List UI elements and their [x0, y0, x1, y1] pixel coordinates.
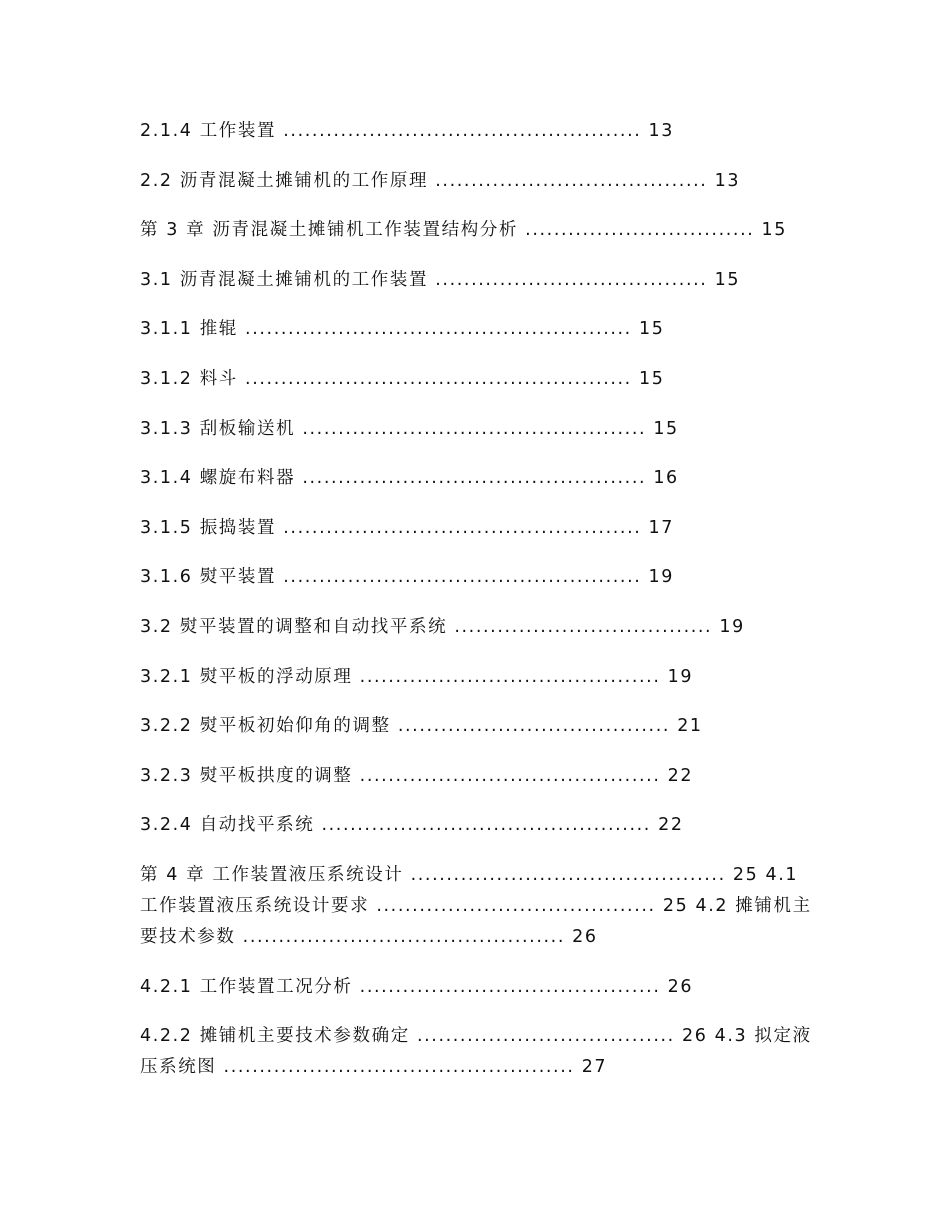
toc-spacer — [140, 395, 815, 414]
toc-spacer — [140, 742, 815, 761]
toc-spacer — [140, 345, 815, 364]
toc-spacer — [140, 197, 815, 216]
toc-entry: 2.2 沥青混凝土摊铺机的工作原理 ...................................... 13 — [140, 170, 741, 191]
toc-spacer — [140, 593, 815, 612]
toc-spacer — [140, 792, 815, 811]
toc-entry: 3.1.2 料斗 ...................................................... 15 — [140, 368, 665, 389]
table-of-contents — [140, 116, 815, 1083]
toc-spacer — [140, 296, 815, 315]
toc-entry: 第 4 章 工作装置液压系统设计 ............................................ 25 4.1 工作装置液压系统设计要求 ....................................... 25 4.2 摊铺机主要技术参数 ............................................. 26 — [140, 864, 812, 947]
toc-entry: 3.1 沥青混凝土摊铺机的工作装置 ...................................... 15 — [140, 269, 741, 290]
toc-entry: 3.2.4 自动找平系统 .............................................. 22 — [140, 815, 684, 836]
toc-spacer — [140, 494, 815, 513]
toc-entry: 3.1.4 螺旋布料器 ................................................ 16 — [140, 468, 679, 489]
toc-entry: 4.2.1 工作装置工况分析 .......................................... 26 — [140, 976, 694, 997]
toc-spacer — [140, 246, 815, 265]
toc-spacer — [140, 544, 815, 563]
toc-entry: 3.2.1 熨平板的浮动原理 .......................................... 19 — [140, 666, 694, 687]
toc-spacer — [140, 643, 815, 662]
toc-spacer — [140, 693, 815, 712]
toc-entry: 3.2.3 熨平板拱度的调整 .......................................... 22 — [140, 765, 694, 786]
toc-entry: 3.1.3 刮板输送机 ................................................ 15 — [140, 418, 679, 439]
toc-spacer — [140, 953, 815, 972]
toc-spacer — [140, 445, 815, 464]
toc-entry: 3.2 熨平装置的调整和自动找平系统 .................................... 19 — [140, 616, 745, 637]
toc-entry: 3.1.6 熨平装置 .................................................. 19 — [140, 567, 675, 588]
toc-entry: 第 3 章 沥青混凝土摊铺机工作装置结构分析 ................................ 15 — [140, 220, 788, 241]
toc-entry: 3.2.2 熨平板初始仰角的调整 ...................................... 21 — [140, 716, 703, 737]
toc-entry: 4.2.2 摊铺机主要技术参数确定 .................................... 26 4.3 拟定液压系统图 ................................................. 27 — [140, 1026, 812, 1078]
toc-entry: 3.1.1 推辊 ...................................................... 15 — [140, 319, 665, 340]
toc-spacer — [140, 841, 815, 860]
toc-entry: 2.1.4 工作装置 .................................................. 13 — [140, 121, 675, 141]
toc-spacer — [140, 147, 815, 166]
toc-entry: 3.1.5 振捣装置 .................................................. 17 — [140, 517, 675, 538]
toc-spacer — [140, 1003, 815, 1022]
